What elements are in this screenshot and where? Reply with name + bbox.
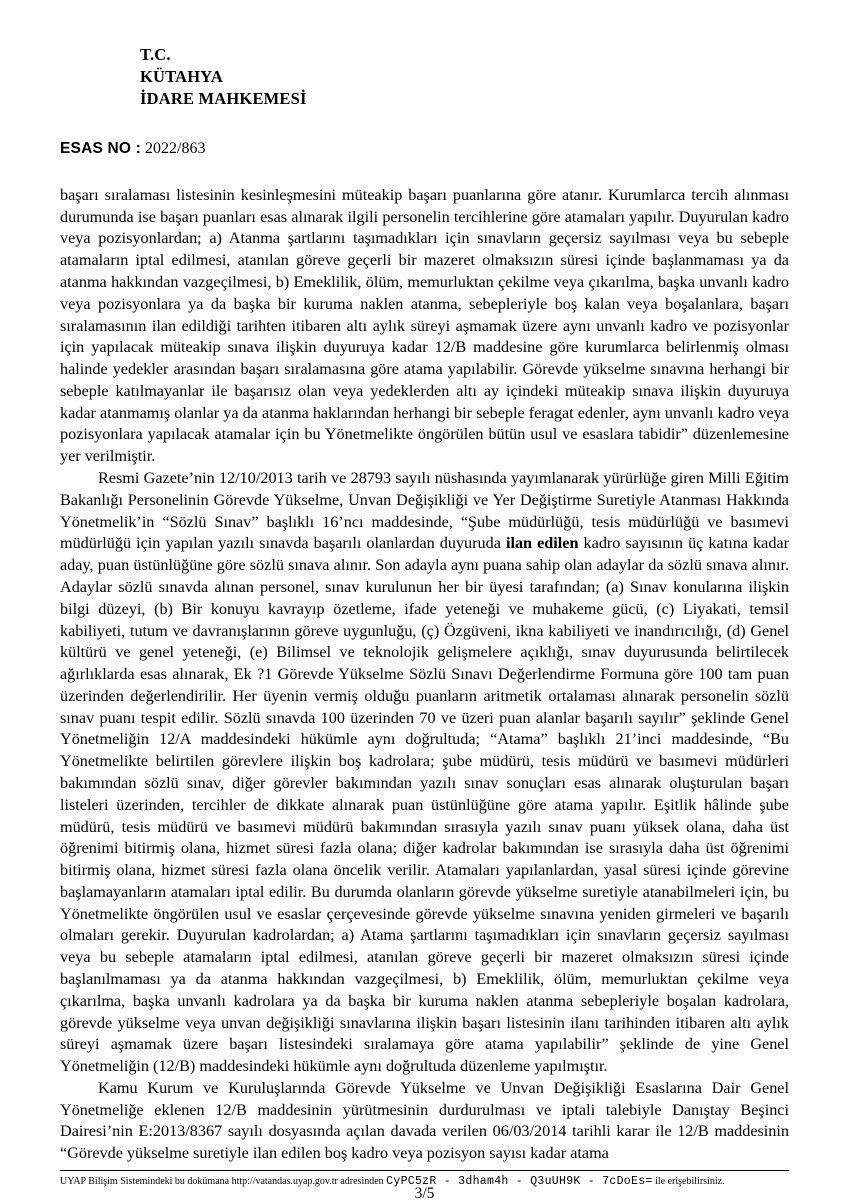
paragraph-2 (60, 468, 789, 1078)
court-header-line-2: KÜTAHYA (140, 66, 223, 86)
document-body (60, 185, 789, 1165)
footer-verification-code: CyPC5zR - 3dham4h - Q3uUH9K - 7cDoEs= (386, 1174, 653, 1188)
page-number: 3/5 (414, 1185, 435, 1203)
case-number-row (60, 139, 789, 159)
paragraph-2-part-1: Resmi Gazete’nin 12/10/2013 tarih ve 28793 sayılı nüshasında yayımlanarak yürürlüğe giren Milli Eğitim Bakanlığı Personelinin Görevde Yükselme, Unvan Değişikliği ve Yer Değiştirme Suretiyle Atanması Hakkında Yönetmelik’in “Sözlü Sınav” başlıklı 16’ncı maddesinde, “Şube müdürlüğü, tesis müdürlüğü ve basımevi müdürlüğü için yapılan yazılı sınavda başarılı olanlardan duyuruda (60, 469, 789, 553)
paragraph-3: Kamu Kurum ve Kuruluşlarında Görevde Yükselme ve Unvan Değişikliği Esaslarına Dair Genel Yönetmeliğe eklenen 12/B maddesinin yürütmesinin durdurulması ve iptali talebiyle Danıştay Beşinci Dairesi’nin E:2013/8367 sayılı dosyasında açılan davada verilen 06/03/2014 tarihli karar ile 12/B maddesinin “Görevde yükselme suretiyle ilan edilen boş kadro veya pozisyon sayısı kadar atama (60, 1078, 789, 1163)
footer-text-before: UYAP Bilişim Sistemindeki bu dokümana http://vatandas.uyap.gov.tr adresinden (60, 1175, 387, 1187)
footer-divider (60, 1170, 789, 1171)
paragraph-2-part-2: kadro sayısının üç katına kadar aday, puan üstünlüğüne göre sözlü sınava alınır. Son adayla aynı puana sahip olan adaylar da sözlü sınava alınır. Adaylar sözlü sınavda alınan personel, sınav kurulunun her bir üyesi tarafından; (a) Sınav konularına ilişkin bilgi düzeyi, (b) Bir konuyu kavrayıp özetleme, ifade yeteneği ve muhakeme gücü, (c) Liyakati, temsil kabiliyeti, tutum ve davranışlarının göreve uygunluğu, (ç) Özgüveni, ikna kabiliyeti ve inandırıcılığı, (d) Genel kültürü ve genel yeteneği, (e) Bilimsel ve teknolojik gelişmelere açıklığı, sınav duyurusunda belirtilecek ağırlıklarda esas alınarak, Ek ?1 Görevde Yükselme Sözlü Sınavı Değerlendirme Formuna göre 100 tam puan üzerinden değerlendirilir. Her üyenin vermiş olduğu puanların aritmetik ortalaması alınarak personelin sözlü sınav puanı tespit edilir. Sözlü sınavda 100 üzerinden 70 ve üzeri puan alanlar başarılı sayılır” şeklinde Genel Yönetmeliğin 12/A maddesindeki hükümle aynı doğrultuda; “Atama” başlıklı 21’inci maddesinde, “Bu Yönetmelikte belirtilen görevlere ilişkin boş kadrolara; şube müdürü, tesis müdürü ve basımevi müdürleri bakımından sözlü sınav, diğer görevler bakımından yazılı sınav sonuçları esas alınarak oluşturulan başarı listeleri üzerinden, tercihler de dikkate alınarak puan üstünlüğüne göre atama yapılır. Eşitlik hâlinde şube müdürü, tesis müdürü ve basımevi müdürü bakımından sırasıyla yazılı sınav puanı yüksek olana, daha üst öğrenimi bitirmiş olana, hizmet süresi fazla olana; diğer kadrolar bakımından ise sırasıyla daha üst öğrenimi bitirmiş olana, hizmet süresi fazla olana öncelik verilir. Atamaları yapılanlardan, yasal süresi içinde görevine başlamayanların atamaları iptal edilir. Bu durumda olanların görevde yükselme suretiyle atanabilmeleri için, bu Yönetmelikte öngörülen usul ve esaslar çerçevesinde görevde yükselme sınavına yeniden girmeleri ve başarılı olmaları gerekir. Duyurulan kadrolardan; a) Atama şartlarını taşımadıkları için sınavların geçersiz sayılması veya bu sebeple atamaların iptal edilmesi, atanılan göreve geçerli bir mazeret olmaksızın süresi içinde başlanılmaması ya da atanma hakkından vazgeçilmesi, b) Emeklilik, ölüm, memurluktan çekilme veya çıkarılma, başka unvanlı kadrolara ya da başka bir kuruma naklen atanma sebepleriyle boşalan kadrolara, görevde yükselme veya unvan değişikliği sınavlarına ilişkin başarı listesinin ilanı tarihinden itibaren altı aylık süreyi aşmamak üzere başarı listesindeki sıralamaya göre atama yapılabilir” şeklinde de yine Genel Yönetmeliğin (12/B) maddesindeki hükümle aynı doğrultuda düzenleme yapılmıştır. (60, 534, 789, 1076)
footer-verification-text (60, 1175, 789, 1189)
paragraph-2-emphasis: ilan edilen (505, 534, 579, 553)
paragraph-1: başarı sıralaması listesinin kesinleşmesini müteakip başarı puanlarına göre atanır. Kurumlarca tercih alınması durumunda ise başarı puanları esas alınarak ilgili personelin tercihlerine göre atamaları yapılır. Duyurulan kadro veya pozisyonlardan; a) Atanma şartlarını taşımadıkları için sınavların geçersiz sayılması veya bu sebeple atamaların iptal edilmesi, atanılan göreve geçerli bir mazeret olmaksızın süresi içinde başlanmaması ya da atanma hakkından vazgeçilmesi, b) Emeklilik, ölüm, memurluktan çekilme veya çıkarılma, başka unvanlı kadro veya pozisyonlara ya da başka bir kuruma naklen atanma, sebepleriyle boş kalan veya boşalanlara, başarı sıralamasının ilan edildiği tarihten itibaren altı aylık süreyi aşmamak üzere aynı unvanlı kadro ve pozisyonlar için yapılacak müteakip sınava ilişkin duyuruya kadar 12/B maddesine göre kurumlarca belirlenmiş olması halinde yedekler arasından başarı sıralamasına göre atama yapılabilir. Görevde yükselme sınavına herhangi bir sebeple katılmayanlar ile başarısız olan veya yedeklerden altı ay içindeki müteakip sınava ilişkin duyuruya kadar atanmamış olanlar ya da atanma haklarından herhangi bir sebeple feragat edenler, aynı unvanlı kadro veya pozisyonlara yapılacak atamalar için bu Yönetmelikte öngörülen bütün usul ve esaslara tabidir” düzenlemesine yer verilmiştir. (60, 185, 789, 466)
court-header-line-3: İDARE MAHKEMESİ (140, 88, 307, 108)
court-header-line-1: T.C. (140, 45, 171, 64)
document-footer (60, 1170, 789, 1189)
footer-text-after: ile erişebilirsiniz. (652, 1175, 725, 1187)
case-number-label: ESAS NO : (60, 140, 142, 158)
case-number-value: 2022/863 (145, 140, 206, 158)
court-header (140, 44, 789, 109)
